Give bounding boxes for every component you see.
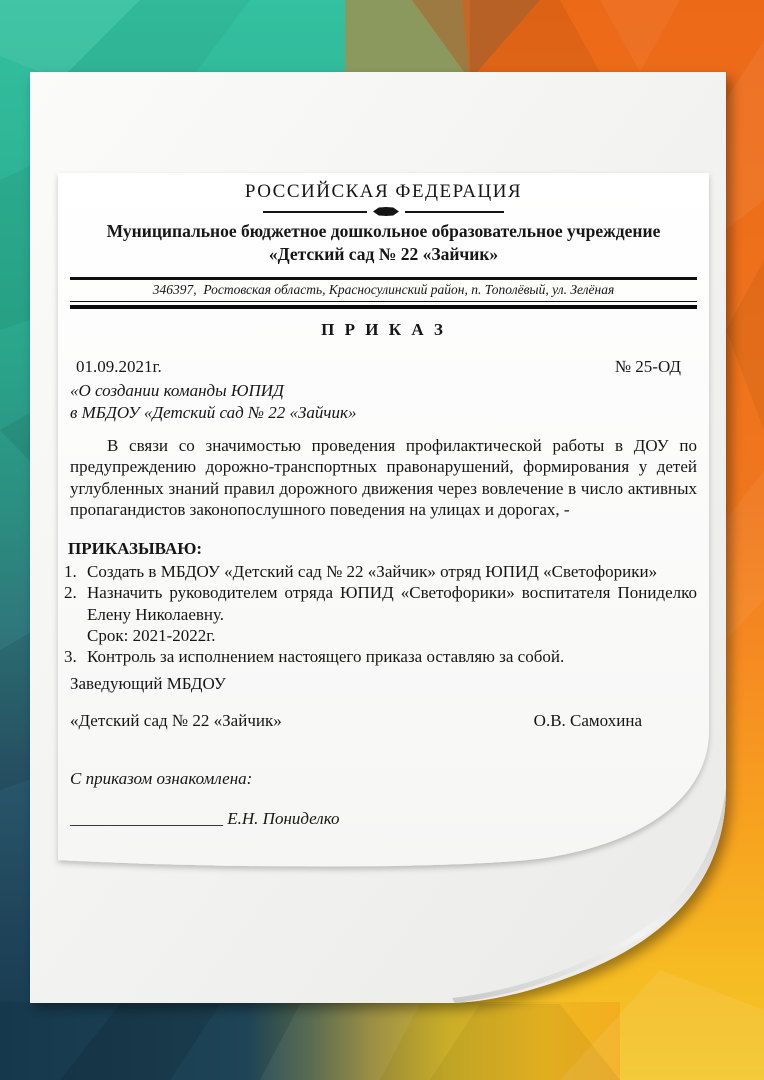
org-name-line2: «Детский сад № 22 «Зайчик»	[268, 244, 499, 264]
order-subject-line2: в МБДОУ «Детский сад № 22 «Зайчик»	[70, 403, 357, 422]
signatory-position-line1: Заведующий МБДОУ	[70, 674, 226, 693]
federation-title: РОССИЙСКАЯ ФЕДЕРАЦИЯ	[244, 181, 523, 202]
signatory-name: О.В. Самохина	[533, 711, 642, 730]
order-subject-line1: «О создании команды ЮПИД	[70, 381, 284, 400]
order-item-1	[64, 561, 697, 582]
divider-diamond-icon	[373, 207, 399, 216]
acknowledgement-name: Е.Н. Пониделко	[227, 809, 340, 828]
signature-row	[70, 711, 697, 731]
item-text-main: Назначить руководителем отряда ЮПИД «Светофорики» воспитателя Пониделко Елену Николаевну.	[87, 583, 697, 624]
signatory-position-line2: «Детский сад № 22 «Зайчик»	[70, 711, 282, 730]
order-items	[64, 561, 697, 667]
organization-name	[70, 220, 697, 266]
item-number: 2.	[64, 583, 77, 603]
rule-thick	[70, 305, 697, 310]
divider-line-left	[263, 211, 367, 213]
order-item-2	[64, 582, 697, 646]
order-number: № 25-ОД	[614, 357, 681, 376]
federation-divider	[70, 207, 697, 216]
item-text: Контроль за исполнением настоящего приказа оставляю за собой.	[87, 647, 565, 667]
rule-thin	[70, 301, 697, 302]
signature-line: __________________	[70, 809, 223, 828]
resolution-heading: ПРИКАЗЫВАЮ:	[68, 539, 203, 558]
order-subject	[70, 380, 697, 424]
order-preamble: В связи со значимостью проведения профилактической работы в ДОУ по предупреждению дорожно-транспортных правонарушений, формирования у детей углубленных знаний правил дорожного движения через вовлечение в число активных пропагандистов законопослушного поведения на улицах и дорогах, -	[70, 436, 697, 519]
item-text	[87, 582, 697, 646]
order-meta-row	[76, 357, 681, 377]
org-name-line1: Муниципальное бюджетное дошкольное образовательное учреждение	[106, 221, 661, 241]
document-page	[58, 173, 709, 863]
item-text: Создать в МБДОУ «Детский сад № 22 «Зайчик» отряд ЮПИД «Светофорики»	[87, 562, 658, 581]
item-number: 1.	[64, 562, 77, 581]
divider-line-right	[405, 211, 504, 213]
order-title: П Р И К А З	[321, 320, 446, 339]
letterhead-address-block	[70, 277, 697, 309]
item-number: 3.	[64, 647, 77, 667]
address-line: 346397, Ростовская область, Красносулинский район, п. Тополёвый, ул. Зелёная	[152, 281, 615, 297]
order-date: 01.09.2021г.	[76, 357, 162, 376]
item-text-term: Срок: 2021-2022г.	[87, 625, 216, 645]
order-item-3	[64, 646, 697, 667]
acknowledgement-signature-row	[70, 809, 697, 829]
acknowledgement-label: С приказом ознакомлена:	[70, 769, 253, 788]
